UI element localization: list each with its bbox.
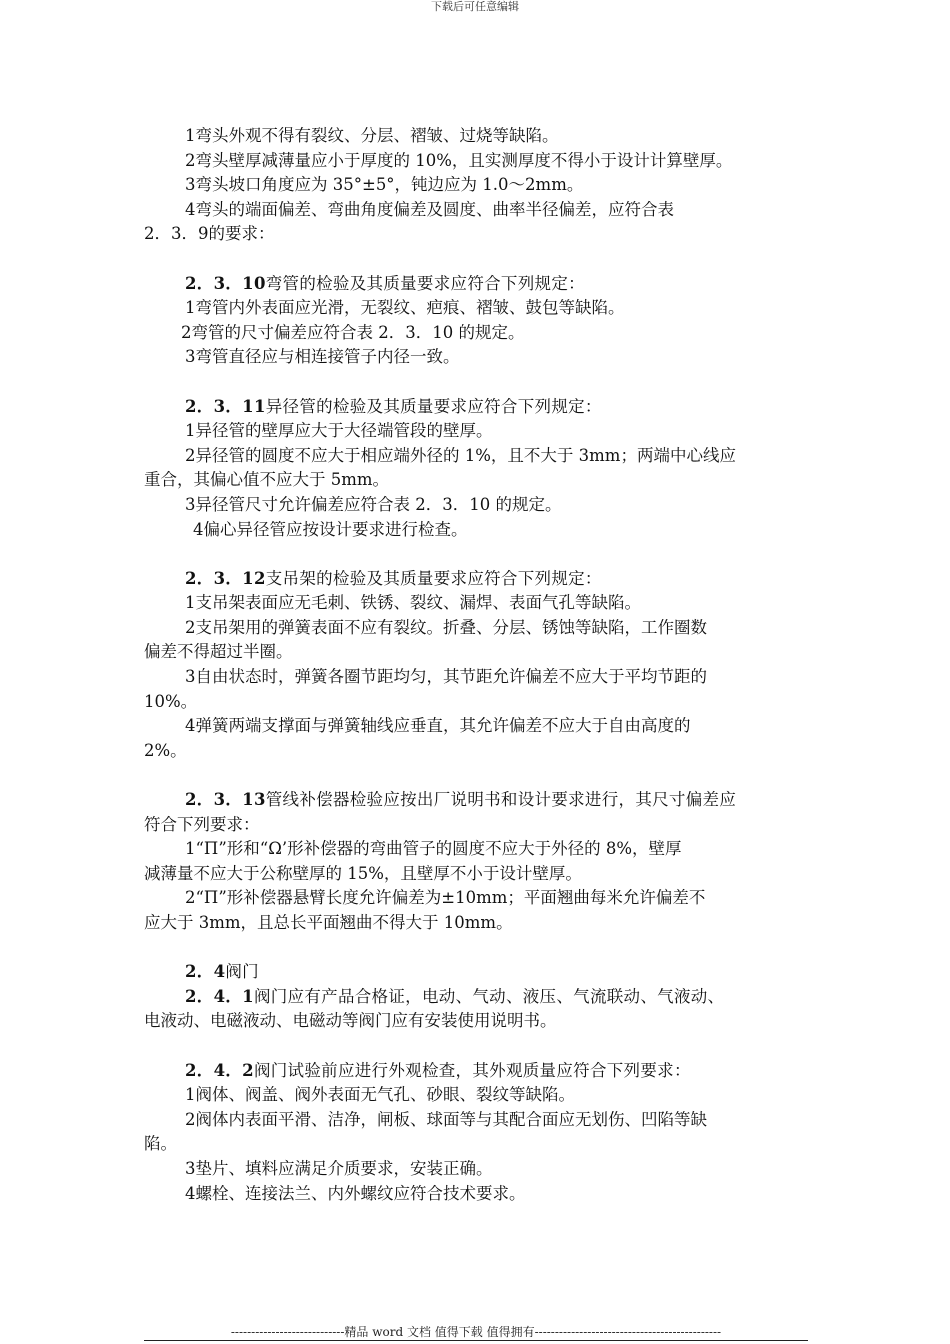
paragraph-line: 4螺栓、连接法兰、内外螺纹应符合技术要求。 xyxy=(185,1183,526,1203)
paragraph-line: 3弯管直径应与相连接管子内径一致。 xyxy=(185,347,460,367)
section-title: 阀门应有产品合格证，电动、气动、液压、气流联动、气液动、 xyxy=(253,986,725,1006)
section-title: 阀门 xyxy=(225,962,259,982)
section-heading xyxy=(144,567,808,592)
paragraph-line: 1弯管内外表面应光滑，无裂纹、疤痕、褶皱、鼓包等缺陷。 xyxy=(185,298,625,318)
paragraph-line: 电液动、电磁液动、电磁动等阀门应有安装使用说明书。 xyxy=(144,1011,557,1031)
paragraph-line: 2异径管的圆度不应大于相应端外径的 1%，且不大于 3mm；两端中心线应 xyxy=(185,445,736,465)
paragraph-line: 陷。 xyxy=(144,1134,177,1154)
paragraph-line: 3异径管尺寸允许偏差应符合表 2．3．10 的规定。 xyxy=(185,494,562,514)
paragraph-line: 3垫片、填料应满足介质要求，安装正确。 xyxy=(185,1158,493,1178)
spacer xyxy=(144,763,808,788)
section-number: 2．4 xyxy=(185,962,226,982)
section-number: 2．4．2 xyxy=(185,1060,254,1080)
paragraph-line: 2弯头壁厚减薄量应小于厚度的 10%，且实测厚度不得小于设计计算壁厚。 xyxy=(185,150,733,170)
paragraph-line: 应大于 3mm，且总长平面翘曲不得大于 10mm。 xyxy=(144,913,513,932)
section-number: 2．3．12 xyxy=(185,568,266,588)
paragraph-line: 重合，其偏心值不应大于 5mm。 xyxy=(144,470,390,490)
paragraph-line: 减薄量不应大于公称壁厚的 15%，且壁厚不小于设计壁厚。 xyxy=(144,863,582,883)
paragraph-line: 1支吊架表面应无毛刺、铁锈、裂纹、漏焊、表面气孔等缺陷。 xyxy=(185,593,641,613)
section-number: 2．3．11 xyxy=(185,396,266,416)
paragraph-line: 3弯头坡口角度应为 35°±5°，钝边应为 1.0～2mm。 xyxy=(185,175,584,195)
document-body xyxy=(144,124,808,1206)
section-number: 2．3．10 xyxy=(185,273,266,293)
section-number: 2．4．1 xyxy=(185,986,254,1006)
paragraph-line: 2弯管的尺寸偏差应符合表 2．3．10 的规定。 xyxy=(181,322,525,342)
footer-divider xyxy=(144,1340,808,1341)
section-title: 阀门试验前应进行外观检查，其外观质量应符合下列要求： xyxy=(253,1060,691,1080)
spacer xyxy=(144,247,808,272)
section-heading xyxy=(144,272,808,297)
paragraph-line: 2．3．9的要求： xyxy=(144,224,275,244)
paragraph-line: 2%。 xyxy=(144,740,187,760)
paragraph-line: 3自由状态时，弹簧各圈节距均匀，其节距允许偏差不应大于平均节距的 xyxy=(185,667,707,687)
paragraph-line: 2阀体内表面平滑、洁净，闸板、球面等与其配合面应无划伤、凹陷等缺 xyxy=(185,1109,707,1129)
spacer xyxy=(144,936,808,961)
section-heading xyxy=(144,985,808,1010)
paragraph-line: 偏差不得超过半圈。 xyxy=(144,642,293,662)
section-title: 管线补偿器检验应按出厂说明书和设计要求进行，其尺寸偏差应 xyxy=(265,790,737,810)
section-heading xyxy=(144,395,808,420)
section-title: 弯管的检验及其质量要求应符合下列规定： xyxy=(265,273,585,293)
paragraph-line: 2“Π”形补偿器悬臂长度允许偏差为±10mm；平面翘曲每米允许偏差不 xyxy=(185,888,706,908)
spacer xyxy=(144,370,808,395)
paragraph-line: 1弯头外观不得有裂纹、分层、褶皱、过烧等缺陷。 xyxy=(185,126,559,145)
paragraph-line: 4弯头的端面偏差、弯曲角度偏差及圆度、曲率半径偏差，应符合表 xyxy=(185,199,674,219)
page-footer: ----------------------------精品 word 文档 值得下载 值得拥有---------------------------------------------- xyxy=(230,1325,722,1339)
paragraph-line: 4偏心异径管应按设计要求进行检查。 xyxy=(193,519,468,539)
section-heading xyxy=(144,788,808,813)
section-title: 支吊架的检验及其质量要求应符合下列规定： xyxy=(265,568,602,588)
paragraph-line: 1“Π”形和“Ω’形补偿器的弯曲管子的圆度不应大于外径的 8%，壁厚 xyxy=(185,839,682,859)
page-header: 下载后可任意编辑 xyxy=(431,0,519,13)
paragraph-line: 2支吊架用的弹簧表面不应有裂纹。折叠、分层、锈蚀等缺陷，工作圈数 xyxy=(185,617,707,637)
section-number: 2．3．13 xyxy=(185,790,266,810)
section-heading xyxy=(144,960,808,985)
paragraph-line: 4弹簧两端支撑面与弹簧轴线应垂直，其允许偏差不应大于自由高度的 xyxy=(185,716,691,736)
paragraph-line: 1异径管的壁厚应大于大径端管段的壁厚。 xyxy=(185,421,493,441)
section-heading xyxy=(144,1059,808,1084)
paragraph-line: 符合下列要求： xyxy=(144,814,260,834)
spacer xyxy=(144,1034,808,1059)
spacer xyxy=(144,542,808,567)
section-title: 异径管的检验及其质量要求应符合下列规定： xyxy=(265,396,602,416)
paragraph-line: 1阀体、阀盖、阀外表面无气孔、砂眼、裂纹等缺陷。 xyxy=(185,1085,575,1105)
paragraph-line: 10%。 xyxy=(144,691,198,711)
